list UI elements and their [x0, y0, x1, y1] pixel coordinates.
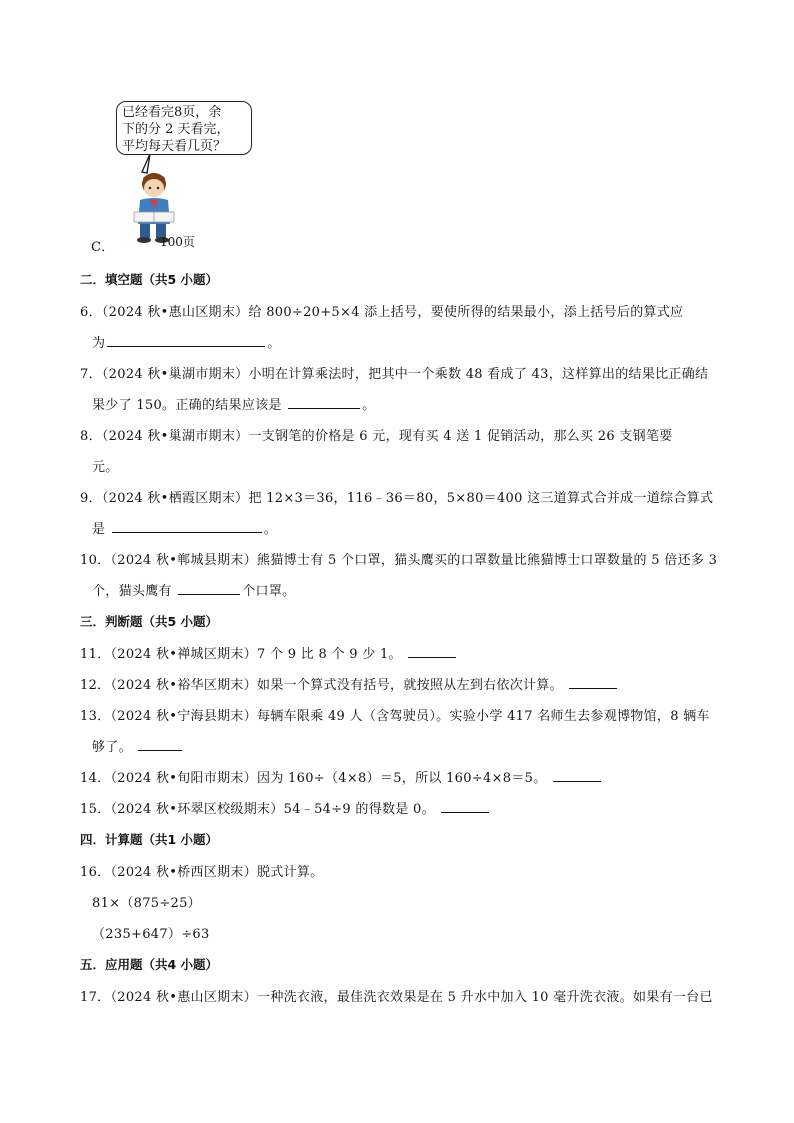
- q9-suffix: 。: [263, 522, 278, 537]
- q7-prefix: 果少了 150。正确的结果应该是: [92, 398, 282, 413]
- q15-text: 15．（2024 秋•环翠区校级期末）54﹣54÷9 的得数是 0。: [80, 802, 435, 817]
- q11-line: [80, 643, 458, 662]
- bubble-line-3: 平均每天看几页？: [122, 139, 227, 154]
- bubble-line-2: 下的分 2 天看完，: [122, 122, 230, 137]
- q6-answer-blank[interactable]: [107, 333, 265, 347]
- section-judge-heading: 三．判断题（共5 小题）: [80, 614, 219, 629]
- q9-line-1: 9．（2024 秋•栖霞区期末）把 12×3＝36，116﹣36＝80，5×80＝400 这三道算式合并成一道综合算式: [80, 491, 714, 506]
- book-caption: 100页: [160, 235, 195, 249]
- q12-text: 12．（2024 秋•裕华区期末）如果一个算式没有括号，就按照从左到右依次计算。: [80, 678, 563, 693]
- q10-suffix: 个口罩。: [242, 584, 296, 599]
- q12-answer-blank[interactable]: [569, 675, 617, 689]
- q17-line-1: 17．（2024 秋•惠山区期末）一种洗衣液，最佳洗衣效果是在 5 升水中加入 10 毫升洗衣液。如果有一台已: [80, 990, 713, 1005]
- q10-line-2: [92, 580, 295, 599]
- q9-prefix: 是: [92, 522, 106, 537]
- q13-answer-blank[interactable]: [138, 737, 182, 751]
- speech-bubble: [116, 101, 252, 155]
- section-fill-heading: 二．填空题（共5 小题）: [80, 272, 219, 287]
- q11-text: 11．（2024 秋•禅城区期末）7 个 9 比 8 个 9 少 1。: [80, 647, 402, 662]
- q6-line-2: [92, 332, 281, 351]
- q7-suffix: 。: [362, 398, 376, 413]
- bubble-line-1: 已经看完8页，余: [122, 105, 222, 120]
- q6-suffix: 。: [267, 336, 281, 351]
- q13-line-2: [92, 736, 184, 755]
- q6-line-1: 6．（2024 秋•惠山区期末）给 800÷20+5×4 添上括号，要使所得的结果最小，添上括号后的算式应: [80, 305, 684, 320]
- q6-prefix: 为: [92, 336, 106, 351]
- q10-prefix: 个，猫头鹰有: [92, 584, 172, 599]
- q13-text: 够了。: [92, 740, 132, 755]
- q8-line-1: 8．（2024 秋•巢湖市期末）一支钢笔的价格是 6 元，现有买 4 送 1 促销活动，那么买 26 支钢笔要: [80, 429, 673, 444]
- q8-line-2: 元。: [92, 460, 119, 475]
- q16-expr-1: 81×（875÷25）: [92, 896, 201, 911]
- q14-text: 14．（2024 秋•旬阳市期末）因为 160÷（4×8）＝5，所以 160÷4×8＝5。: [80, 771, 547, 786]
- q7-answer-blank[interactable]: [288, 395, 360, 409]
- q14-answer-blank[interactable]: [553, 768, 601, 782]
- q7-line-2: [92, 394, 376, 413]
- section-calc-heading: 四．计算题（共1 小题）: [80, 832, 219, 847]
- q10-answer-blank[interactable]: [178, 581, 240, 595]
- q7-line-1: 7．（2024 秋•巢湖市期末）小明在计算乘法时，把其中一个乘数 48 看成了 43，这样算出的结果比正确结: [80, 367, 709, 382]
- q14-line: [80, 767, 603, 786]
- q11-answer-blank[interactable]: [408, 644, 456, 658]
- q10-line-1: 10．（2024 秋•郸城县期末）熊猫博士有 5 个口罩，猫头鹰买的口罩数量比熊猫博士口罩数量的 5 倍还多 3: [80, 553, 718, 568]
- q9-line-2: [92, 518, 277, 537]
- q12-line: [80, 674, 619, 693]
- q16-expr-2: （235+647）÷63: [92, 927, 210, 942]
- q13-line-1: 13．（2024 秋•宁海县期末）每辆车限乘 49 人（含驾驶员）。实验小学 417 名师生去参观博物馆，8 辆车: [80, 709, 710, 724]
- q15-line: [80, 798, 491, 817]
- q9-answer-blank[interactable]: [112, 519, 262, 533]
- option-c-label: C．: [91, 240, 115, 255]
- q15-answer-blank[interactable]: [441, 799, 489, 813]
- section-apply-heading: 五．应用题（共4 小题）: [80, 957, 219, 972]
- q16-line-1: 16．（2024 秋•桥西区期末）脱式计算。: [80, 865, 324, 880]
